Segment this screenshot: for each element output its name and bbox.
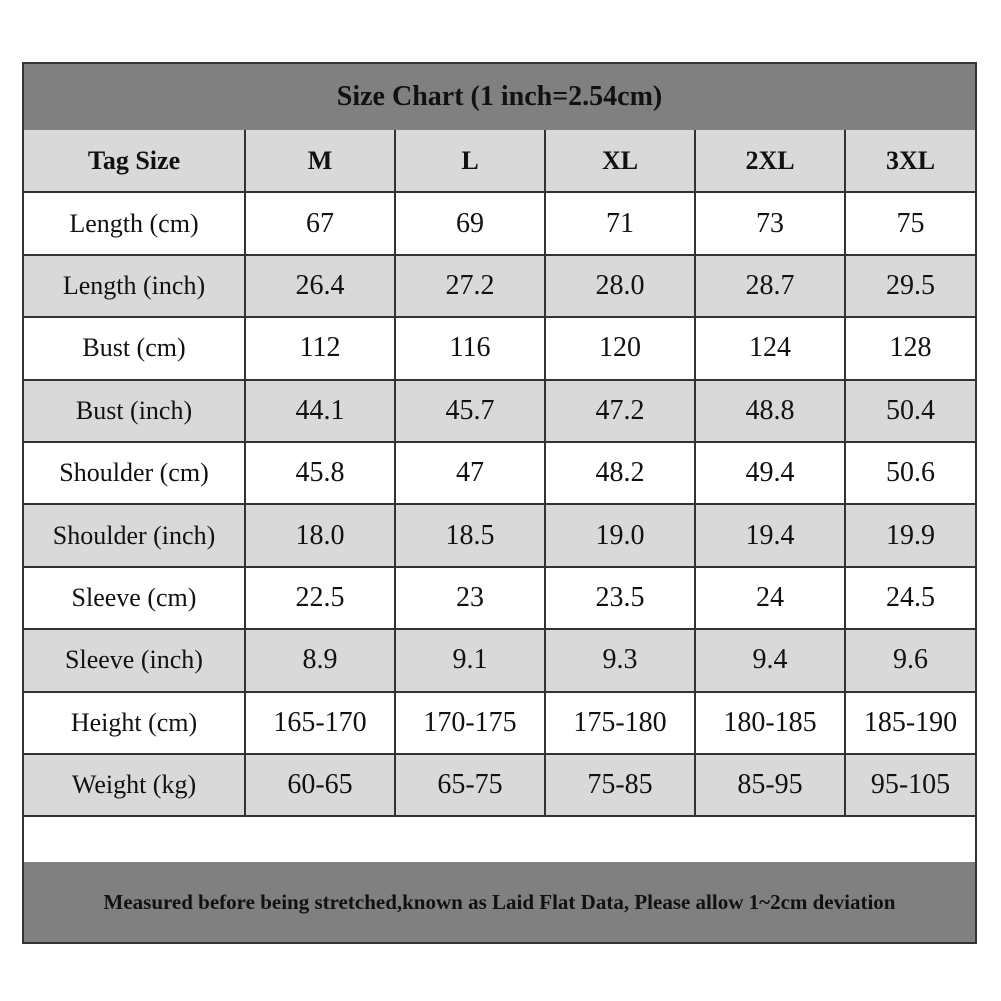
table-cell: 47.2	[545, 380, 695, 442]
table-cell: 49.4	[695, 442, 845, 504]
row-label: Weight (kg)	[24, 754, 245, 816]
table-cell: 27.2	[395, 255, 545, 317]
table-cell: 85-95	[695, 754, 845, 816]
table-cell: 48.2	[545, 442, 695, 504]
row-label: Length (inch)	[24, 255, 245, 317]
table-cell: 69	[395, 192, 545, 254]
table-cell: 73	[695, 192, 845, 254]
size-table-body	[24, 130, 975, 816]
table-cell: 180-185	[695, 692, 845, 754]
table-cell: 65-75	[395, 754, 545, 816]
table-cell: 50.4	[845, 380, 975, 442]
row-label: Shoulder (inch)	[24, 504, 245, 566]
row-label: Height (cm)	[24, 692, 245, 754]
row-label: Length (cm)	[24, 192, 245, 254]
table-cell: 71	[545, 192, 695, 254]
table-cell: 24	[695, 567, 845, 629]
footer-note: Measured before being stretched,known as Laid Flat Data, Please allow 1~2cm deviation	[24, 862, 975, 942]
table-cell: 18.5	[395, 504, 545, 566]
table-cell: 116	[395, 317, 545, 379]
row-label: Bust (cm)	[24, 317, 245, 379]
table-cell: 95-105	[845, 754, 975, 816]
table-cell: 75-85	[545, 754, 695, 816]
table-cell: 24.5	[845, 567, 975, 629]
table-row	[24, 754, 975, 816]
table-cell: 19.9	[845, 504, 975, 566]
row-label: Sleeve (cm)	[24, 567, 245, 629]
table-cell: 170-175	[395, 692, 545, 754]
header-size: XL	[545, 130, 695, 192]
table-cell: 175-180	[545, 692, 695, 754]
table-cell: 23	[395, 567, 545, 629]
table-cell: 28.0	[545, 255, 695, 317]
size-chart	[22, 62, 977, 944]
table-row	[24, 192, 975, 254]
table-row	[24, 567, 975, 629]
table-cell: 44.1	[245, 380, 395, 442]
table-cell: 29.5	[845, 255, 975, 317]
header-label: Tag Size	[24, 130, 245, 192]
table-cell: 23.5	[545, 567, 695, 629]
header-size: M	[245, 130, 395, 192]
table-row	[24, 380, 975, 442]
table-row	[24, 504, 975, 566]
table-cell: 45.8	[245, 442, 395, 504]
table-cell: 22.5	[245, 567, 395, 629]
table-cell: 9.4	[695, 629, 845, 691]
table-row	[24, 255, 975, 317]
header-size: 3XL	[845, 130, 975, 192]
chart-title: Size Chart (1 inch=2.54cm)	[24, 64, 975, 130]
row-label: Bust (inch)	[24, 380, 245, 442]
table-cell: 185-190	[845, 692, 975, 754]
table-row	[24, 629, 975, 691]
table-cell: 8.9	[245, 629, 395, 691]
table-cell: 165-170	[245, 692, 395, 754]
header-size: 2XL	[695, 130, 845, 192]
size-table	[24, 130, 975, 817]
table-cell: 28.7	[695, 255, 845, 317]
table-row	[24, 442, 975, 504]
table-cell: 18.0	[245, 504, 395, 566]
table-cell: 67	[245, 192, 395, 254]
table-cell: 26.4	[245, 255, 395, 317]
table-cell: 19.4	[695, 504, 845, 566]
table-row	[24, 692, 975, 754]
table-cell: 19.0	[545, 504, 695, 566]
table-cell: 47	[395, 442, 545, 504]
row-label: Shoulder (cm)	[24, 442, 245, 504]
table-cell: 45.7	[395, 380, 545, 442]
table-cell: 120	[545, 317, 695, 379]
table-row	[24, 317, 975, 379]
table-cell: 75	[845, 192, 975, 254]
header-row	[24, 130, 975, 192]
table-cell: 112	[245, 317, 395, 379]
table-cell: 9.3	[545, 629, 695, 691]
row-label: Sleeve (inch)	[24, 629, 245, 691]
table-cell: 50.6	[845, 442, 975, 504]
table-cell: 9.6	[845, 629, 975, 691]
table-cell: 128	[845, 317, 975, 379]
table-cell: 48.8	[695, 380, 845, 442]
table-cell: 9.1	[395, 629, 545, 691]
table-cell: 60-65	[245, 754, 395, 816]
header-size: L	[395, 130, 545, 192]
table-cell: 124	[695, 317, 845, 379]
